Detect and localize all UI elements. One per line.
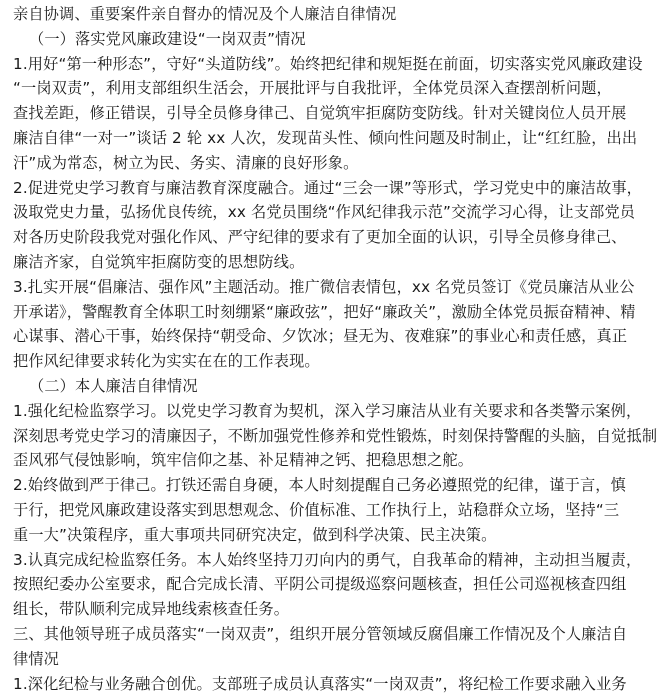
document-body bbox=[13, 2, 657, 696]
text-line: 2.始终做到严于律己。打铁还需自身硬，本人时刻提醒自己务必遵照党的纪律，谨于言，慎 bbox=[13, 476, 626, 495]
text-line: 1.用好“第一种形态”，守好“头道防线”。始终把纪律和规矩挺在前面，切实落实党风廉政建设 bbox=[13, 54, 643, 73]
text-line: 把作风纪律要求转化为实实在在的工作表现。 bbox=[13, 352, 320, 371]
text-line: 汲取党史力量，弘扬优良传统，xx 名党员围绕“作风纪律我示范”交流学习心得，让支部党员 bbox=[13, 203, 636, 222]
text-line: （二）本人廉洁自律情况 bbox=[29, 376, 198, 395]
text-line: 2.促进党史学习教育与廉洁教育深度融合。通过“三会一课”等形式，学习党史中的廉洁故事， bbox=[13, 178, 642, 197]
text-line: 对各历史阶段我党对强化作风、严守纪律的要求有了更加全面的认识，引导全员修身律己、 bbox=[13, 228, 627, 247]
text-line: 汗”成为常态，树立为民、务实、清廉的良好形象。 bbox=[13, 153, 359, 172]
text-line: 3.扎实开展“倡廉洁、强作风”主题活动。推广微信表情包，xx 名党员签订《党员廉洁从业公 bbox=[13, 277, 635, 296]
text-line: 重一大”决策程序，重大事项共同研究决定，做到科学决策、民主决策。 bbox=[13, 525, 497, 544]
text-line: 1.深化纪检与业务融合创优。支部班子成员认真落实“一岗双责”，将纪检工作要求融入业务 bbox=[13, 674, 627, 693]
text-line: 深刻思考党史学习的清廉因子，不断加强党性修养和党性锻炼，时刻保持警醒的头脑，自觉抵制 bbox=[13, 426, 657, 445]
text-line: （一）落实党风廉政建设“一岗双责”情况 bbox=[29, 29, 306, 48]
text-line: 3.认真完成纪检监察任务。本人始终坚持刀刃向内的勇气，自我革命的精神，主动担当履责， bbox=[13, 550, 642, 569]
text-line: 廉洁齐家，自觉筑牢拒腐防变的思想防线。 bbox=[13, 252, 305, 271]
text-line: 廉洁自律“一对一”谈话 2 轮 xx 人次，发现苗头性、倾向性问题及时制止，让“红红脸，出出 bbox=[13, 128, 638, 147]
text-line: 律情况 bbox=[13, 649, 60, 668]
text-line: 组长，带队顺利完成异地线索核查任务。 bbox=[13, 600, 290, 619]
text-line: 开承诺》，警醒教育全体职工时刻绷紧“廉政弦”，把好“廉政关”，激励全体党员振奋精神、精 bbox=[13, 302, 636, 321]
text-line: 三、其他领导班子成员落实“一岗双责”，组织开展分管领域反腐倡廉工作情况及个人廉洁自 bbox=[13, 624, 628, 643]
text-line: 歪风邪气侵蚀影响，筑牢信仰之基、补足精神之钙、把稳思想之舵。 bbox=[13, 451, 474, 470]
text-line: 心谋事、潜心干事，始终保持“朝受命、夕饮冰；昼无为、夜难寐”的事业心和责任感，真正 bbox=[13, 327, 628, 346]
text-line: 亲自协调、重要案件亲自督办的情况及个人廉洁自律情况 bbox=[13, 5, 397, 23]
text-line: “一岗双责”，利用支部组织生活会，开展批评与自我批评，全体党员深入查摆剖析问题， bbox=[13, 79, 612, 98]
text-line: 查找差距，修正错误，引导全员修身律己、自觉筑牢拒腐防变防线。针对关键岗位人员开展 bbox=[13, 104, 627, 123]
text-line: 于行，把党风廉政建设落实到思想观念、价值标准、工作执行上，站稳群众立场，坚持“三 bbox=[13, 500, 620, 519]
text-line: 1.强化纪检监察学习。以党史学习教育为契机，深入学习廉洁从业有关要求和各类警示案例， bbox=[13, 401, 642, 420]
text-line: 按照纪委办公室要求，配合完成长清、平阴公司提级巡察问题核查，担任公司巡视核查四组 bbox=[13, 575, 627, 594]
